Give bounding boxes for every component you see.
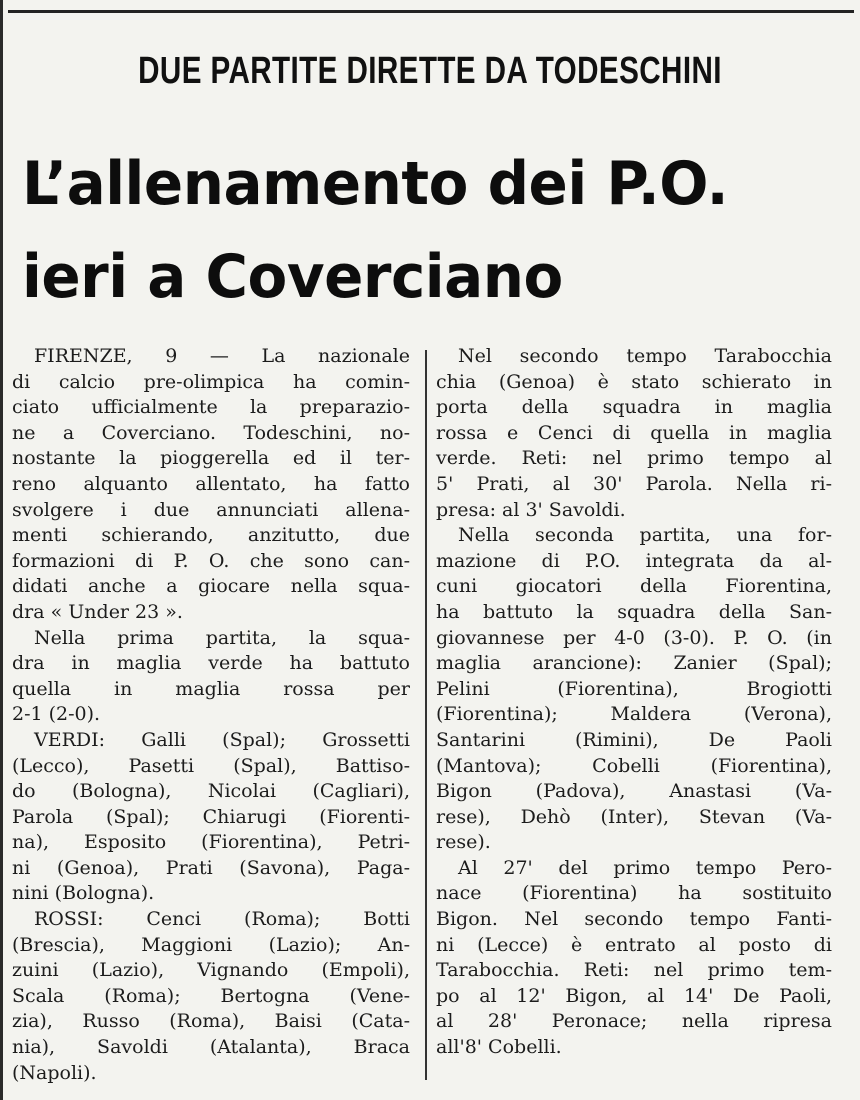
text-line: Santarini (Rimini), De Paoli [436, 728, 832, 751]
text-line: FIRENZE, 9 — La nazionale [34, 345, 410, 367]
text-line: al 28' Peronace; nella ripresa [436, 1010, 832, 1033]
headline-line-1: L’allenamento dei P.O. [22, 149, 729, 219]
text-line: Pelini (Fiorentina), Brogiotti [436, 677, 832, 700]
text-line: porta della squadra in maglia [436, 396, 832, 419]
text-line: Nella prima partita, la squa- [34, 626, 410, 649]
text-line: Scala (Roma); Bertogna (Vene- [12, 984, 410, 1007]
main-headline [22, 138, 842, 324]
left-column [12, 344, 410, 1086]
text-line: formazioni di P. O. che sono can- [12, 549, 410, 572]
text-line: ni (Genoa), Prati (Savona), Paga- [12, 856, 410, 879]
text-line: maglia arancione): Zanier (Spal); [436, 652, 832, 675]
text-line: nace (Fiorentina) ha sostituito [436, 882, 832, 905]
text-line: rossa e Cenci di quella in maglia [436, 421, 832, 444]
text-line: (Mantova); Cobelli (Fiorentina), [436, 754, 832, 777]
text-line: po al 12' Bigon, al 14' De Paoli, [436, 984, 832, 1007]
text-line: presa: al 3' Savoldi. [436, 498, 626, 521]
text-line: na), Esposito (Fiorentina), Petri- [12, 831, 410, 854]
text-line: nostante la pioggerella ed il ter- [12, 447, 410, 470]
right-column [436, 344, 832, 1061]
text-line: dra in maglia verde ha battuto [12, 652, 410, 675]
kicker-headline: DUE PARTITE DIRETTE DA TODESCHINI [138, 50, 722, 92]
text-line: Tarabocchia. Reti: nel primo tem- [436, 959, 832, 982]
text-line: (Napoli). [12, 1061, 97, 1084]
text-line: dra « Under 23 ». [12, 600, 183, 623]
text-line: Nella seconda partita, una for- [458, 524, 832, 547]
text-line: quella in maglia rossa per [12, 677, 410, 700]
text-line: di calcio pre-olimpica ha comin- [12, 370, 410, 393]
text-line: didati anche a giocare nella squa- [12, 575, 410, 598]
text-line: Bigon. Nel secondo tempo Fanti- [436, 908, 832, 931]
text-line: nia), Savoldi (Atalanta), Braca [12, 1036, 410, 1059]
text-line: all'8' Cobelli. [436, 1036, 562, 1059]
text-line: VERDI: Galli (Spal); Grossetti [34, 728, 410, 751]
text-line: rese). [436, 831, 491, 854]
text-line: do (Bologna), Nicolai (Cagliari), [12, 780, 410, 803]
text-line: cuni giocatori della Fiorentina, [436, 575, 832, 598]
text-line: Bigon (Padova), Anastasi (Va- [436, 780, 832, 803]
text-line: rese), Dehò (Inter), Stevan (Va- [436, 805, 832, 828]
headline-line-2: ieri a Coverciano [22, 242, 563, 312]
text-line: ha battuto la squadra della San- [436, 600, 832, 623]
text-line: ne a Coverciano. Todeschini, no- [12, 421, 410, 444]
text-line: ROSSI: Cenci (Roma); Botti [34, 908, 410, 931]
text-line: Parola (Spal); Chiarugi (Fiorenti- [12, 805, 410, 828]
text-line: zuini (Lazio), Vignando (Empoli), [12, 959, 410, 982]
text-line: svolgere i due annunciati allena- [12, 498, 410, 521]
text-line: 5' Prati, al 30' Parola. Nella ri- [436, 472, 832, 495]
column-separator [425, 350, 427, 1080]
text-line: verde. Reti: nel primo tempo al [436, 447, 832, 470]
page-edge-rule [0, 0, 3, 1100]
text-line: reno alquanto allentato, ha fatto [12, 472, 410, 495]
top-rule [8, 10, 854, 13]
text-line: menti schierando, anzitutto, due [12, 524, 410, 547]
text-line: Nel secondo tempo Tarabocchia [458, 345, 832, 367]
text-line: (Fiorentina); Maldera (Verona), [436, 703, 832, 726]
text-line: zia), Russo (Roma), Baisi (Cata- [12, 1010, 410, 1033]
text-line: mazione di P.O. integrata da al- [436, 549, 832, 572]
text-line: 2-1 (2-0). [12, 703, 101, 726]
text-line: chia (Genoa) è stato schierato in [436, 370, 832, 393]
text-line: nini (Bologna). [12, 882, 155, 905]
text-line: giovannese per 4-0 (3-0). P. O. (in [436, 626, 832, 649]
text-line: ni (Lecce) è entrato al posto di [436, 933, 832, 956]
text-line: ciato ufficialmente la preparazio- [12, 396, 410, 419]
text-line: Al 27' del primo tempo Pero- [458, 856, 832, 879]
text-line: (Lecco), Pasetti (Spal), Battiso- [12, 754, 410, 777]
text-line: (Brescia), Maggioni (Lazio); An- [12, 933, 410, 956]
